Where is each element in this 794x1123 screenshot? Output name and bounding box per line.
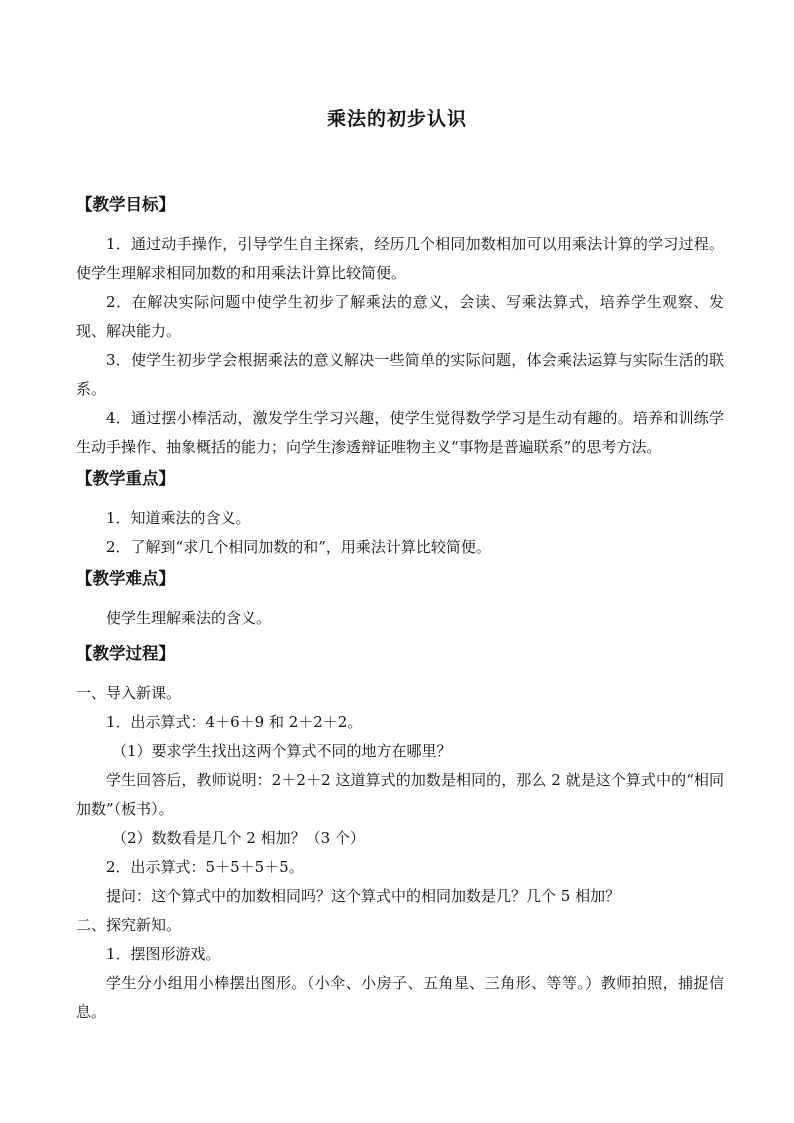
process-part1-line-3: 学生回答后，教师说明：2＋2＋2 这道算式的加数是相同的，那么 2 就是这个算式中的“相同加数”（板书）。 xyxy=(76,771,724,818)
process-part1-line-1: 1．出示算式：4＋6＋9 和 2＋2＋2。 xyxy=(106,713,363,731)
process-part2-title: 二、探究新知。 xyxy=(76,916,182,934)
key-point-item-1: 1．知道乘法的含义。 xyxy=(106,509,251,527)
process-part2-line-1: 1．摆图形游戏。 xyxy=(106,945,221,963)
process-part1-line-4: （2）数数看是几个 2 相加？（3 个） xyxy=(112,829,365,847)
goal-item-4: 4．通过摆小棒活动，激发学生学习兴趣，使学生觉得数学学习是生动有趣的。培养和训练学生动手操作、抽象概括的能力；向学生渗透辩证唯物主义“事物是普遍联系”的思考方法。 xyxy=(76,409,724,456)
process-part1-title: 一、导入新课。 xyxy=(76,684,182,702)
key-points-heading: 【教学重点】 xyxy=(76,469,175,488)
process-part2-line-2: 学生分小组用小棒摆出图形。（小伞、小房子、五角星、三角形、等等。）教师拍照，捕捉信息。 xyxy=(76,974,724,1021)
difficulty-heading: 【教学难点】 xyxy=(76,569,175,588)
difficulty-item-1: 使学生理解乘法的含义。 xyxy=(106,609,272,627)
process-part1-line-5: 2．出示算式：5＋5＋5＋5。 xyxy=(106,858,304,876)
goal-item-3: 3．使学生初步学会根据乘法的意义解决一些简单的实际问题，体会乘法运算与实际生活的联系。 xyxy=(76,351,724,398)
goal-item-1: 1．通过动手操作，引导学生自主探索，经历几个相同加数相加可以用乘法计算的学习过程。使学生理解求相同加数的和用乘法计算比较简便。 xyxy=(76,235,724,282)
goals-heading: 【教学目标】 xyxy=(76,195,175,214)
key-point-item-2: 2．了解到“求几个相同加数的和”，用乘法计算比较简便。 xyxy=(106,538,491,556)
document-body xyxy=(76,190,724,1027)
page-title: 乘法的初步认识 xyxy=(326,108,467,130)
goal-item-2: 2．在解决实际问题中使学生初步了解乘法的意义，会读、写乘法算式，培养学生观察、发现、解决能力。 xyxy=(76,293,724,340)
process-heading: 【教学过程】 xyxy=(76,644,175,663)
process-part1-line-6: 提问：这个算式中的加数相同吗？这个算式中的相同加数是几？几个 5 相加？ xyxy=(106,887,621,905)
process-part1-line-2: （1）要求学生找出这两个算式不同的地方在哪里？ xyxy=(112,742,452,760)
